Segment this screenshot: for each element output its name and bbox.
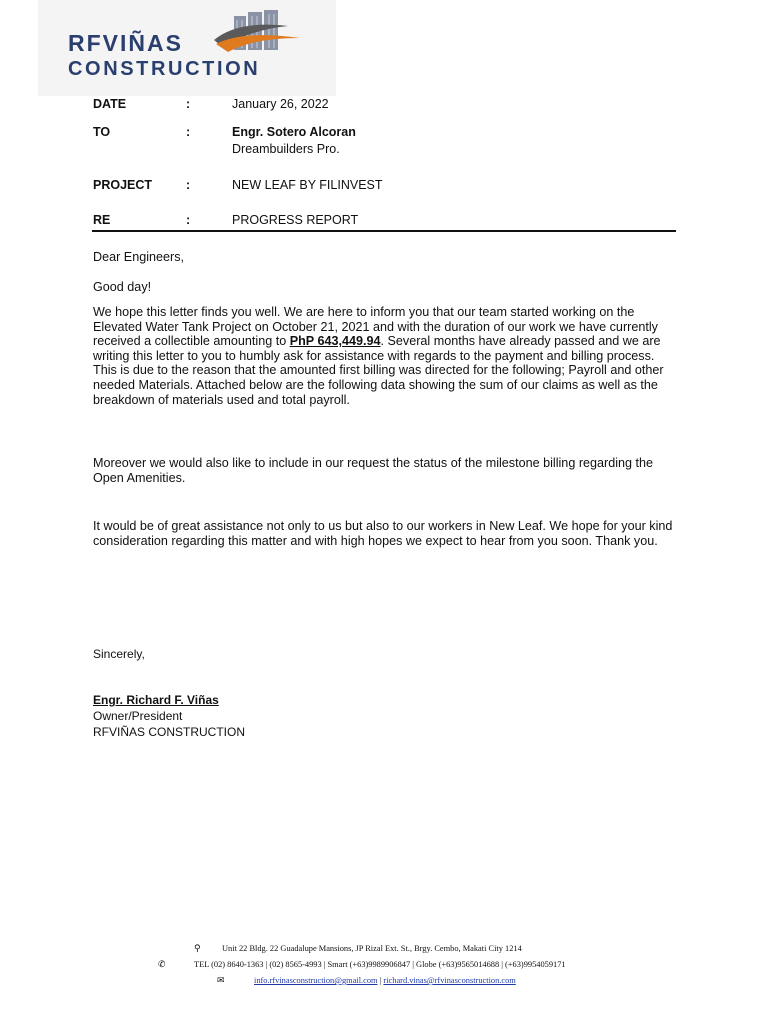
re-colon: :: [186, 213, 191, 227]
signatory-company: RFVIÑAS CONSTRUCTION: [93, 725, 246, 739]
company-name-line1: RFVIÑAS: [68, 30, 183, 56]
footer-address: Unit 22 Bldg. 22 Guadalupe Mansions, JP Rizal Ext. St., Brgy. Cembo, Makati City 1214: [222, 944, 522, 953]
re-label: RE: [93, 213, 111, 227]
signatory-title: Owner/President: [93, 709, 183, 723]
email-link-richard[interactable]: richard.vinas@rfvinasconstruction.com: [383, 976, 516, 985]
collectible-amount: PhP 643,449.94: [289, 334, 381, 349]
date-colon: :: [186, 97, 191, 111]
date-label: DATE: [93, 97, 127, 111]
recipient-company: Dreambuilders Pro.: [232, 142, 340, 156]
signatory-name: Engr. Richard F. Viñas: [93, 693, 219, 707]
recipient-name: Engr. Sotero Alcoran: [232, 125, 356, 139]
company-logo: [38, 0, 336, 96]
phone-icon: ✆: [158, 960, 166, 970]
location-pin-icon: ⚲: [194, 944, 201, 954]
project-label: PROJECT: [93, 178, 153, 192]
footer-emails: [254, 976, 516, 985]
paragraph-1: [93, 305, 677, 407]
envelope-icon: ✉: [217, 976, 225, 986]
paragraph-2: Moreover we would also like to include in our request the status of the milestone billing regarding the Open Amenities.: [93, 456, 654, 485]
project-colon: :: [186, 178, 191, 192]
greeting: Good day!: [93, 280, 152, 294]
re-value: PROGRESS REPORT: [232, 213, 359, 227]
salutation: Dear Engineers,: [93, 250, 185, 264]
paragraph-1-rest: . Several months have already passed and we are writing this letter to you to humbly ask for assistance with regards to the payment and billing process. This is due to the reason that the amounted first billing was directed for the following; Payroll and other needed Materials. Attached below are the following data showing the sum of our claims as well as the breakdown of materials used and total payroll.: [93, 334, 664, 407]
project-value: NEW LEAF BY FILINVEST: [232, 178, 383, 192]
company-name-line2: CONSTRUCTION: [68, 58, 261, 80]
to-label: TO: [93, 125, 111, 139]
email-separator: |: [377, 976, 384, 985]
email-link-info[interactable]: info.rfvinasconstruction@gmail.com: [254, 976, 378, 985]
paragraph-1-intro: We hope this letter finds you well. We are here to inform you that our team started working on the Elevated Water Tank Project on October 21, 2021 and with the duration of our work we have currently received a collectible amounting to: [93, 305, 658, 349]
paragraph-3: It would be of great assistance not only to us but also to our workers in New Leaf. We hope for your kind consideration regarding this matter and with high hopes we expect to hear from you soon. Thank you.: [93, 519, 673, 548]
footer-phones: TEL (02) 8640-1363 | (02) 8565-4993 | Smart (+63)9989906847 | Globe (+63)9565014688 | (+63)9954059171: [194, 960, 566, 969]
header-divider: [92, 230, 676, 232]
date-value: January 26, 2022: [232, 97, 329, 111]
sign-off: Sincerely,: [93, 647, 145, 661]
to-colon: :: [186, 125, 191, 139]
